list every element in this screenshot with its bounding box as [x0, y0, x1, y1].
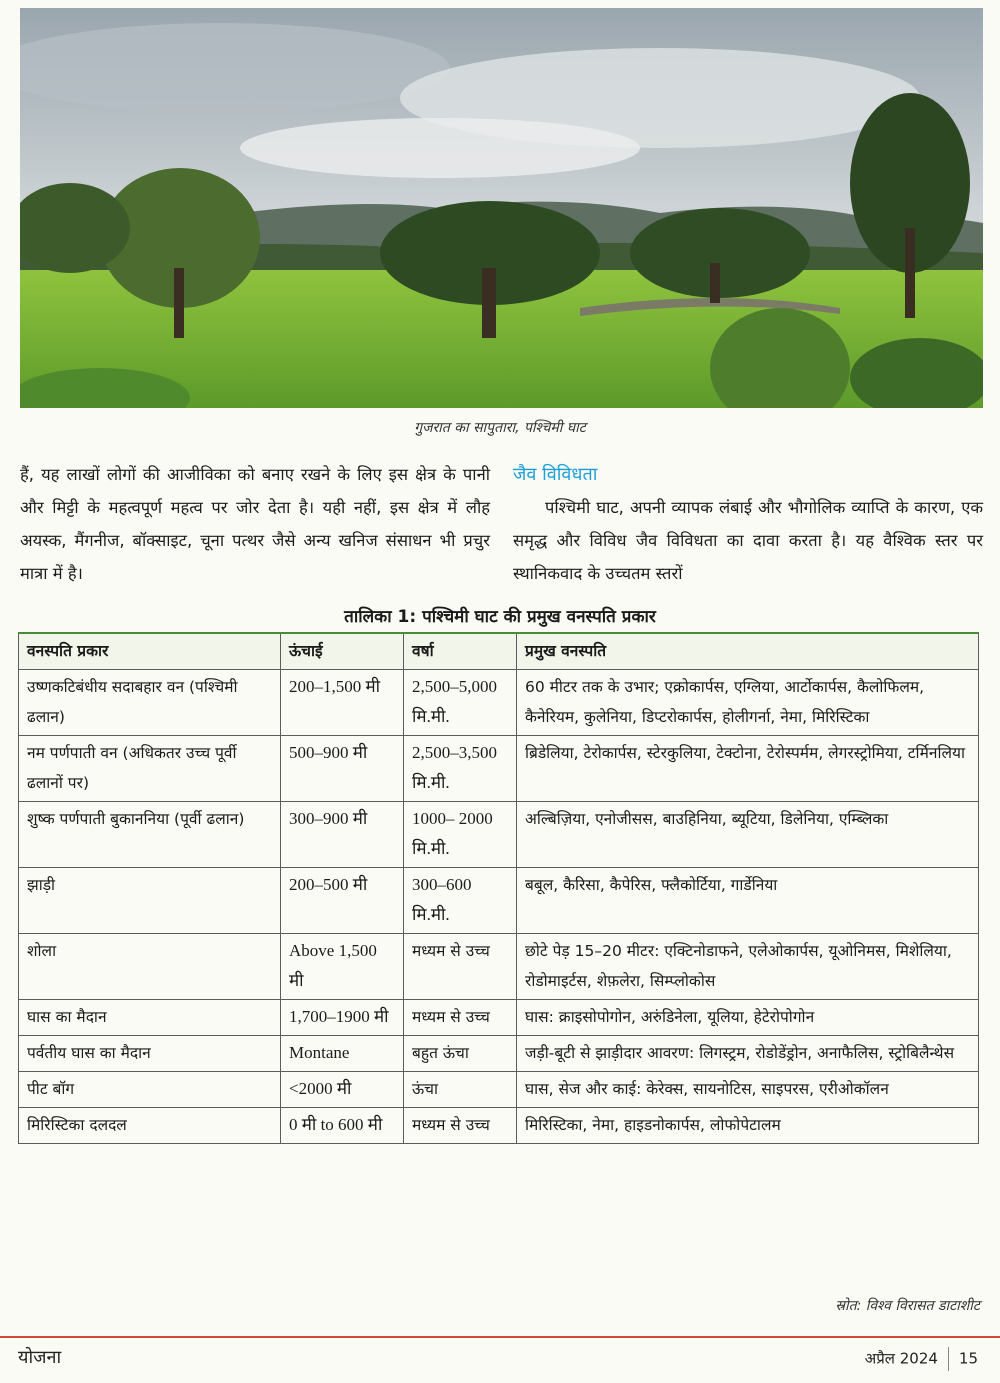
cell-main-flora: घास, सेज और काई: केरेक्स, सायनोटिस, साइपरस, एरीओकॉलन [517, 1072, 979, 1108]
table-row [19, 1072, 979, 1108]
right-column [513, 458, 983, 590]
cell-altitude: Above 1,500 मी [281, 934, 404, 1000]
cell-altitude: 500–900 मी [281, 736, 404, 802]
cell-vegetation-type: मिरिस्टिका दलदल [19, 1108, 281, 1144]
section-heading: जैव विविधता [513, 464, 598, 485]
cell-vegetation-type: शोला [19, 934, 281, 1000]
cell-altitude: 200–500 मी [281, 868, 404, 934]
table-header-row [19, 633, 979, 670]
right-column-text: पश्चिमी घाट, अपनी व्यापक लंबाई और भौगोलिक व्याप्ति के कारण, एक समृद्ध और विविध जैव विविधता का दावा करता है। यह वैश्विक स्तर पर स्थानिकवाद के उच्चतम स्तरों [513, 498, 983, 583]
header-altitude: ऊंचाई [281, 633, 404, 670]
cell-main-flora: छोटे पेड़ 15–20 मीटर: एक्टिनोडाफने, एलेओकार्पस, यूओनिमस, मिशेलिया, रोडोमाइर्टस, शेफ़लेरा, सिम्प्लोकोस [517, 934, 979, 1000]
magazine-name: योजना [18, 1347, 62, 1368]
issue-date: अप्रैल 2024 [864, 1349, 938, 1368]
cell-vegetation-type: नम पर्णपाती वन (अधिकतर उच्च पूर्वी ढलानों पर) [19, 736, 281, 802]
footer-issue [865, 1347, 978, 1371]
cell-rainfall: ऊंचा [404, 1072, 517, 1108]
cell-vegetation-type: पीट बॉग [19, 1072, 281, 1108]
cell-main-flora: घास: क्राइसोपोगोन, अरुंडिनेला, यूलिया, हेटेरोपोगोन [517, 1000, 979, 1036]
cell-rainfall: 1000– 2000 मि.मी. [404, 802, 517, 868]
vegetation-table [18, 632, 979, 1144]
cell-main-flora: जड़ी-बूटी से झाड़ीदार आवरण: लिगस्ट्रम, रोडोडेंड्रोन, अनाफैलिस, स्ट्रोबिलैन्थेस [517, 1036, 979, 1072]
header-rainfall: वर्षा [404, 633, 517, 670]
table-source: स्रोत: विश्व विरासत डाटाशीट [835, 1298, 980, 1314]
cell-vegetation-type: घास का मैदान [19, 1000, 281, 1036]
photo-caption: गुजरात का सापुतारा, पश्चिमी घाट [414, 420, 586, 436]
landscape-photo [20, 8, 983, 408]
cell-altitude: 200–1,500 मी [281, 670, 404, 736]
cell-rainfall: बहुत ऊंचा [404, 1036, 517, 1072]
cell-rainfall: मध्यम से उच्च [404, 1000, 517, 1036]
left-column [20, 458, 490, 590]
table-row [19, 736, 979, 802]
left-column-text: हैं, यह लाखों लोगों की आजीविका को बनाए रखने के लिए इस क्षेत्र के पानी और मिट्टी के महत्वपूर्ण महत्व पर जोर देता है। यही नहीं, इस क्षेत्र में लौह अयस्क, मैंगनीज, बॉक्साइट, चूना पत्थर जैसे अन्य खनिज संसाधन भी प्रचुर मात्रा में है। [20, 465, 490, 583]
footer-rule [0, 1336, 1000, 1338]
cell-main-flora: ब्रिडेलिया, टेरोकार्पस, स्टेरकुलिया, टेक्टोना, टेरोस्पर्मम, लेगरस्ट्रोमिया, टर्मिनलिया [517, 736, 979, 802]
cell-vegetation-type: पर्वतीय घास का मैदान [19, 1036, 281, 1072]
cell-rainfall: 2,500–5,000 मि.मी. [404, 670, 517, 736]
cell-rainfall: 300–600 मि.मी. [404, 868, 517, 934]
header-vegetation-type: वनस्पति प्रकार [19, 633, 281, 670]
table-row [19, 802, 979, 868]
cell-rainfall: मध्यम से उच्च [404, 1108, 517, 1144]
cell-vegetation-type: झाड़ी [19, 868, 281, 934]
cell-vegetation-type: शुष्क पर्णपाती बुकाननिया (पूर्वी ढलान) [19, 802, 281, 868]
header-main-flora: प्रमुख वनस्पति [517, 633, 979, 670]
cell-rainfall: मध्यम से उच्च [404, 934, 517, 1000]
cell-main-flora: मिरिस्टिका, नेमा, हाइडनोकार्पस, लोफोपेटालम [517, 1108, 979, 1144]
table-row [19, 934, 979, 1000]
cell-altitude: <2000 मी [281, 1072, 404, 1108]
cell-vegetation-type: उष्णकटिबंधीय सदाबहार वन (पश्चिमी ढलान) [19, 670, 281, 736]
table-title: तालिका 1: पश्चिमी घाट की प्रमुख वनस्पति प्रकार [344, 607, 656, 627]
cell-rainfall: 2,500–3,500 मि.मी. [404, 736, 517, 802]
cell-altitude: 1,700–1900 मी [281, 1000, 404, 1036]
table-row [19, 1036, 979, 1072]
table-row [19, 1108, 979, 1144]
table-row [19, 868, 979, 934]
cell-altitude: Montane [281, 1036, 404, 1072]
cell-altitude: 300–900 मी [281, 802, 404, 868]
cell-main-flora: 60 मीटर तक के उभार; एक्रोकार्पस, एग्लिया, आर्टोकार्पस, कैलोफिलम, कैनेरियम, कुलेनिया, डिप्टरोकार्पस, होलीगर्ना, नेमा, मिरिस्टिका [517, 670, 979, 736]
cell-main-flora: बबूल, कैरिसा, कैपेरिस, फ्लैकोर्टिया, गार्डेनिया [517, 868, 979, 934]
page-number: 15 [958, 1349, 978, 1368]
landscape-photo-illustration [20, 8, 983, 408]
footer-separator [948, 1347, 949, 1371]
cell-altitude: 0 मी to 600 मी [281, 1108, 404, 1144]
table-row [19, 1000, 979, 1036]
cell-main-flora: अल्बिज़िया, एनोजीसस, बाउहिनिया, ब्यूटिया, डिलेनिया, एम्ब्लिका [517, 802, 979, 868]
table-row [19, 670, 979, 736]
